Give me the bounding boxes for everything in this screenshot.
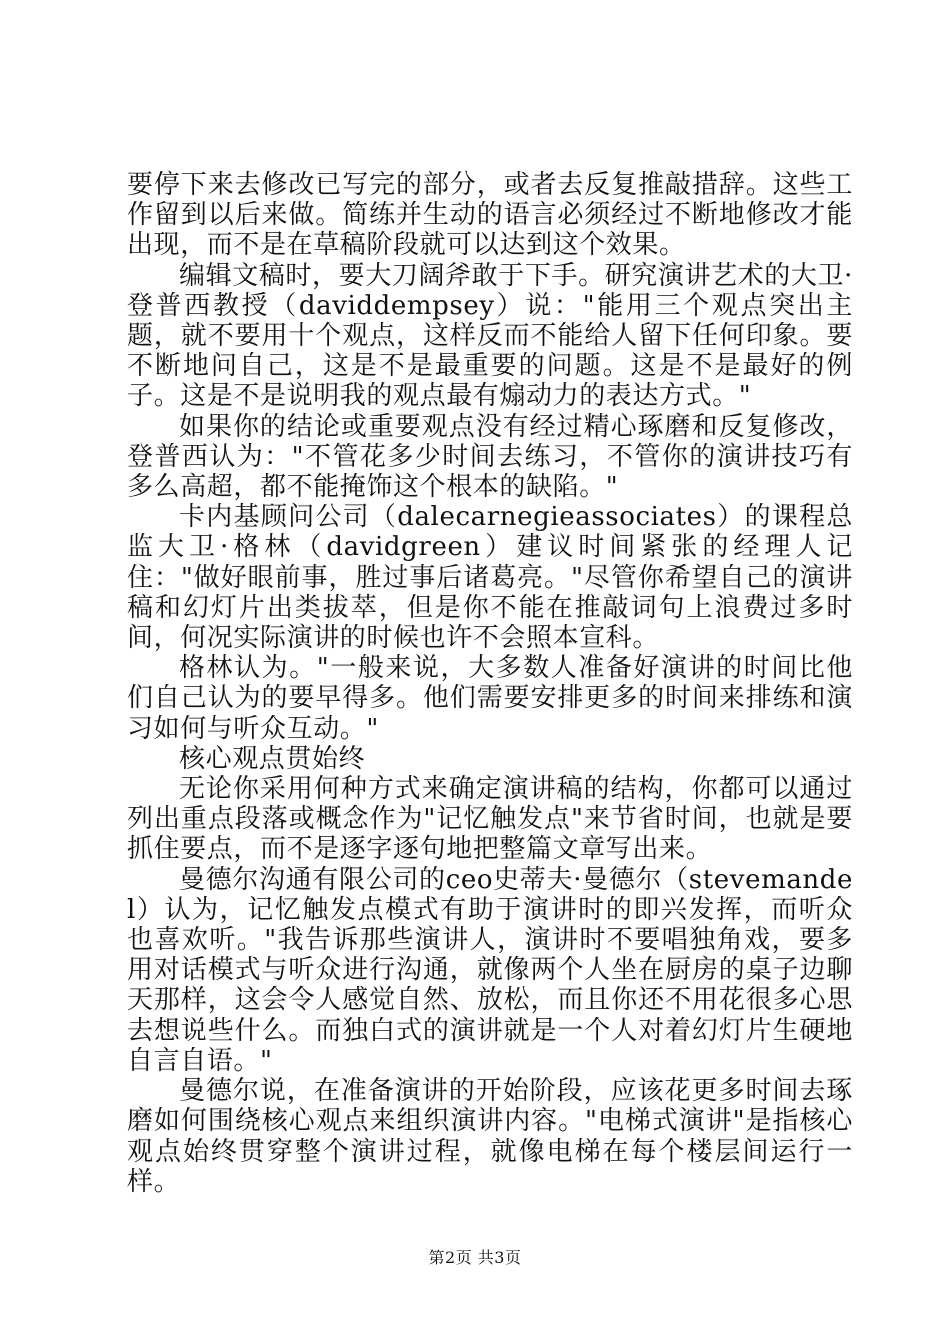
paragraph-mandel: 曼德尔沟通有限公司的ceo史蒂夫·曼德尔（stevemandel）认为，记忆触发点模式有助于演讲时的即兴发挥，而听众也喜欢听。"我告诉那些演讲人，演讲时不要唱独角戏，要多用对话模式与听众进行沟通，就像两个人坐在厨房的桌子边聊天那样，这会令人感觉自然、放松，而且你还不用花很多心思去想说些什么。而独白式的演讲就是一个人对着幻灯片生硬地自言自语。" <box>127 864 853 1076</box>
page-footer: 第2页 共3页 <box>428 1248 522 1267</box>
section-heading: 核心观点贯始终 <box>179 743 366 774</box>
paragraph-elevator: 曼德尔说，在准备演讲的开始阶段，应该花更多时间去琢磨如何围绕核心观点来组织演讲内容。"电梯式演讲"是指核心观点始终贯穿整个演讲过程，就像电梯在每个楼层间运行一样。 <box>127 1076 853 1197</box>
paragraph-carnegie: 卡内基顾问公司（dalecarnegieassociates）的课程总监大卫·格林（davidgreen）建议时间紧张的经理人记住："做好眼前事，胜过事后诸葛亮。"尽管你希望自己的演讲稿和幻灯片出类拔萃，但是你不能在推敲词句上浪费过多时间，何况实际演讲的时候也许不会照本宣科。 <box>127 502 853 654</box>
paragraph-conclusion: 如果你的结论或重要观点没有经过精心琢磨和反复修改，登普西认为："不管花多少时间去练习，不管你的演讲技巧有多么高超，都不能掩饰这个根本的缺陷。" <box>127 411 853 503</box>
paragraph-continuation: 要停下来去修改已写完的部分，或者去反复推敲措辞。这些工作留到以后来做。简练并生动的语言必须经过不断地修改才能出现，而不是在草稿阶段就可以达到这个效果。 <box>127 170 853 261</box>
paragraph-green: 格林认为。"一般来说，大多数人准备好演讲的时间比他们自己认为的要早得多。他们需要安排更多的时间来排练和演习如何与听众互动。" <box>127 653 853 744</box>
paragraph-editing: 编辑文稿时，要大刀阔斧敢于下手。研究演讲艺术的大卫·登普西教授（daviddempsey）说："能用三个观点突出主题，就不要用十个观点，这样反而不能给人留下任何印象。要不断地问自己，这是不是最重要的问题。这是不是最好的例子。这是不是说明我的观点最有煽动力的表达方式。" <box>127 260 853 412</box>
document-body <box>127 170 853 1197</box>
paragraph-memory-trigger: 无论你采用何种方式来确定演讲稿的结构，你都可以通过列出重点段落或概念作为"记忆触发点"来节省时间，也就是要抓住要点，而不是逐字逐句地把整篇文章写出来。 <box>127 774 853 865</box>
